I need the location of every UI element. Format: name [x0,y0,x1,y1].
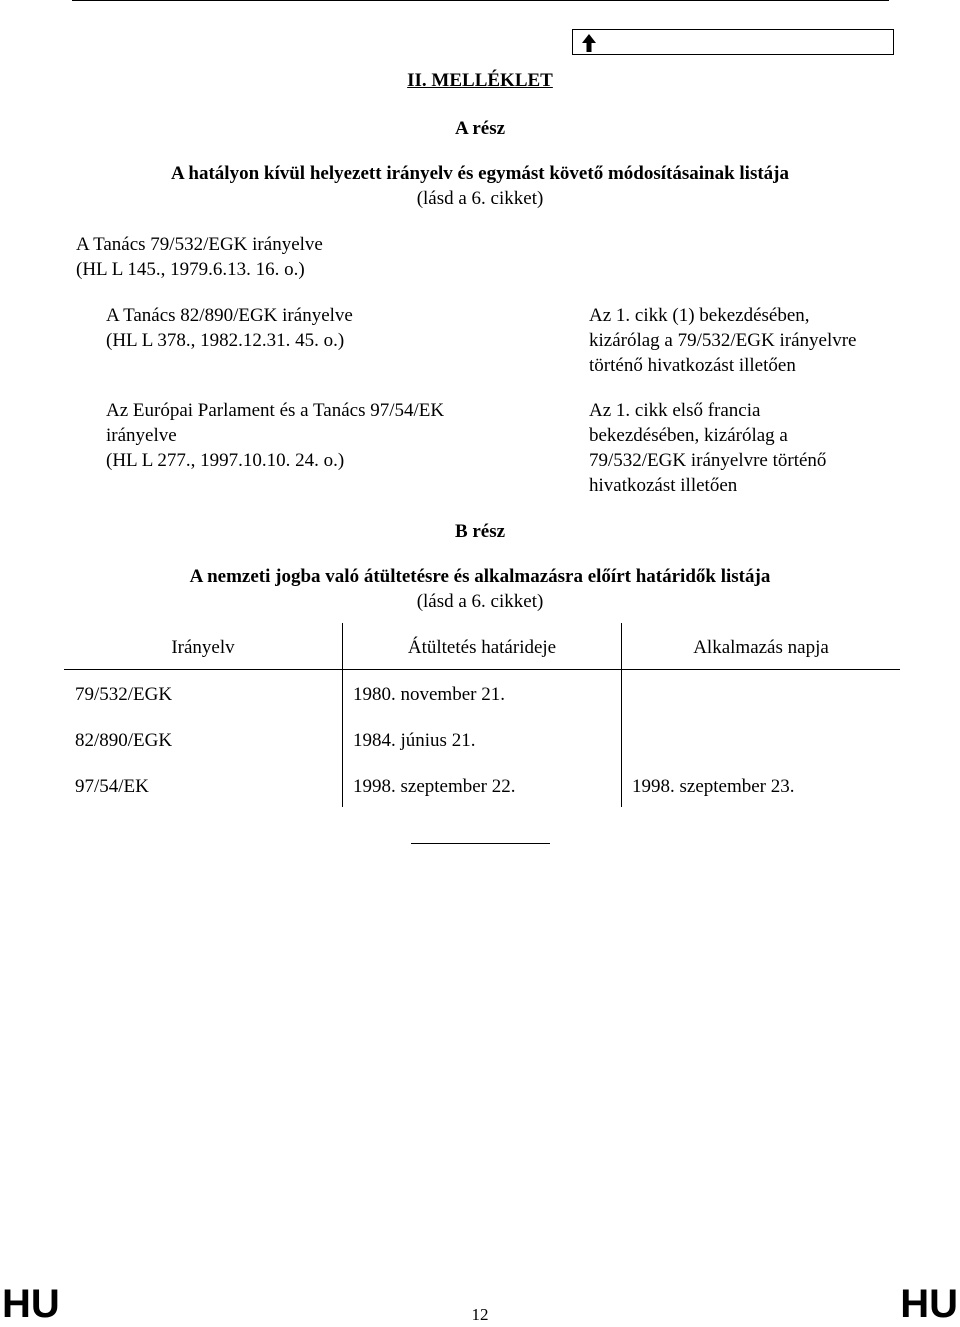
page-number: 12 [471,1305,489,1324]
entry-right-line: hivatkozást illetően [589,475,738,496]
entry-left-line: (HL L 378., 1982.12.31. 45. o.) [106,330,345,351]
table-cell: 1998. szeptember 22. [353,776,516,797]
entry-left-line: (HL L 145., 1979.6.13. 16. o.) [76,259,305,280]
entry-right-line: kizárólag a 79/532/EGK irányelvre [589,330,857,351]
entry-left-line: irányelve [106,425,177,446]
language-code-right: HU [900,1282,958,1326]
table-cell: 79/532/EGK [75,684,173,705]
entry-left-line: Az Európai Parlament és a Tanács 97/54/EK [106,400,445,421]
language-code-left: HU [2,1282,60,1326]
table-header-application: Alkalmazás napja [693,637,829,658]
entry-right-line: 79/532/EGK irányelvre történő [589,450,827,471]
table-cell: 1984. június 21. [353,730,476,751]
part-b-label: B rész [454,521,506,542]
top-rule [72,0,889,1]
part-a-subheading: (lásd a 6. cikket) [416,188,544,209]
entry-right-line: bekezdésében, kizárólag a [589,425,788,446]
entry-left-line: A Tanács 79/532/EGK irányelve [76,234,323,255]
up-arrow-icon [581,33,597,53]
entry-right-line: Az 1. cikk első francia [589,400,761,421]
table-cell: 1998. szeptember 23. [632,776,795,797]
table-header-directive: Irányelv [171,637,235,658]
part-a-heading: A hatályon kívül helyezett irányelv és egymást követő módosításainak listája [170,163,790,184]
entry-left-line: (HL L 277., 1997.10.10. 24. o.) [106,450,345,471]
part-b-heading: A nemzeti jogba való átültetésre és alkalmazásra előírt határidők listája [189,566,771,587]
part-a-label: A rész [454,118,506,139]
table-cell: 97/54/EK [75,776,149,797]
back-to-top-button[interactable] [572,29,894,55]
end-rule [411,843,550,844]
annex-title: II. MELLÉKLET [407,70,553,91]
entry-left-line: A Tanács 82/890/EGK irányelve [106,305,353,326]
table-header-transposition: Átültetés határideje [407,637,557,658]
entry-right-line: Az 1. cikk (1) bekezdésében, [589,305,810,326]
table-cell: 82/890/EGK [75,730,173,751]
table-cell: 1980. november 21. [353,684,505,705]
entry-right-line: történő hivatkozást illetően [589,355,796,376]
table-header-rule [64,669,900,670]
part-b-subheading: (lásd a 6. cikket) [416,591,544,612]
